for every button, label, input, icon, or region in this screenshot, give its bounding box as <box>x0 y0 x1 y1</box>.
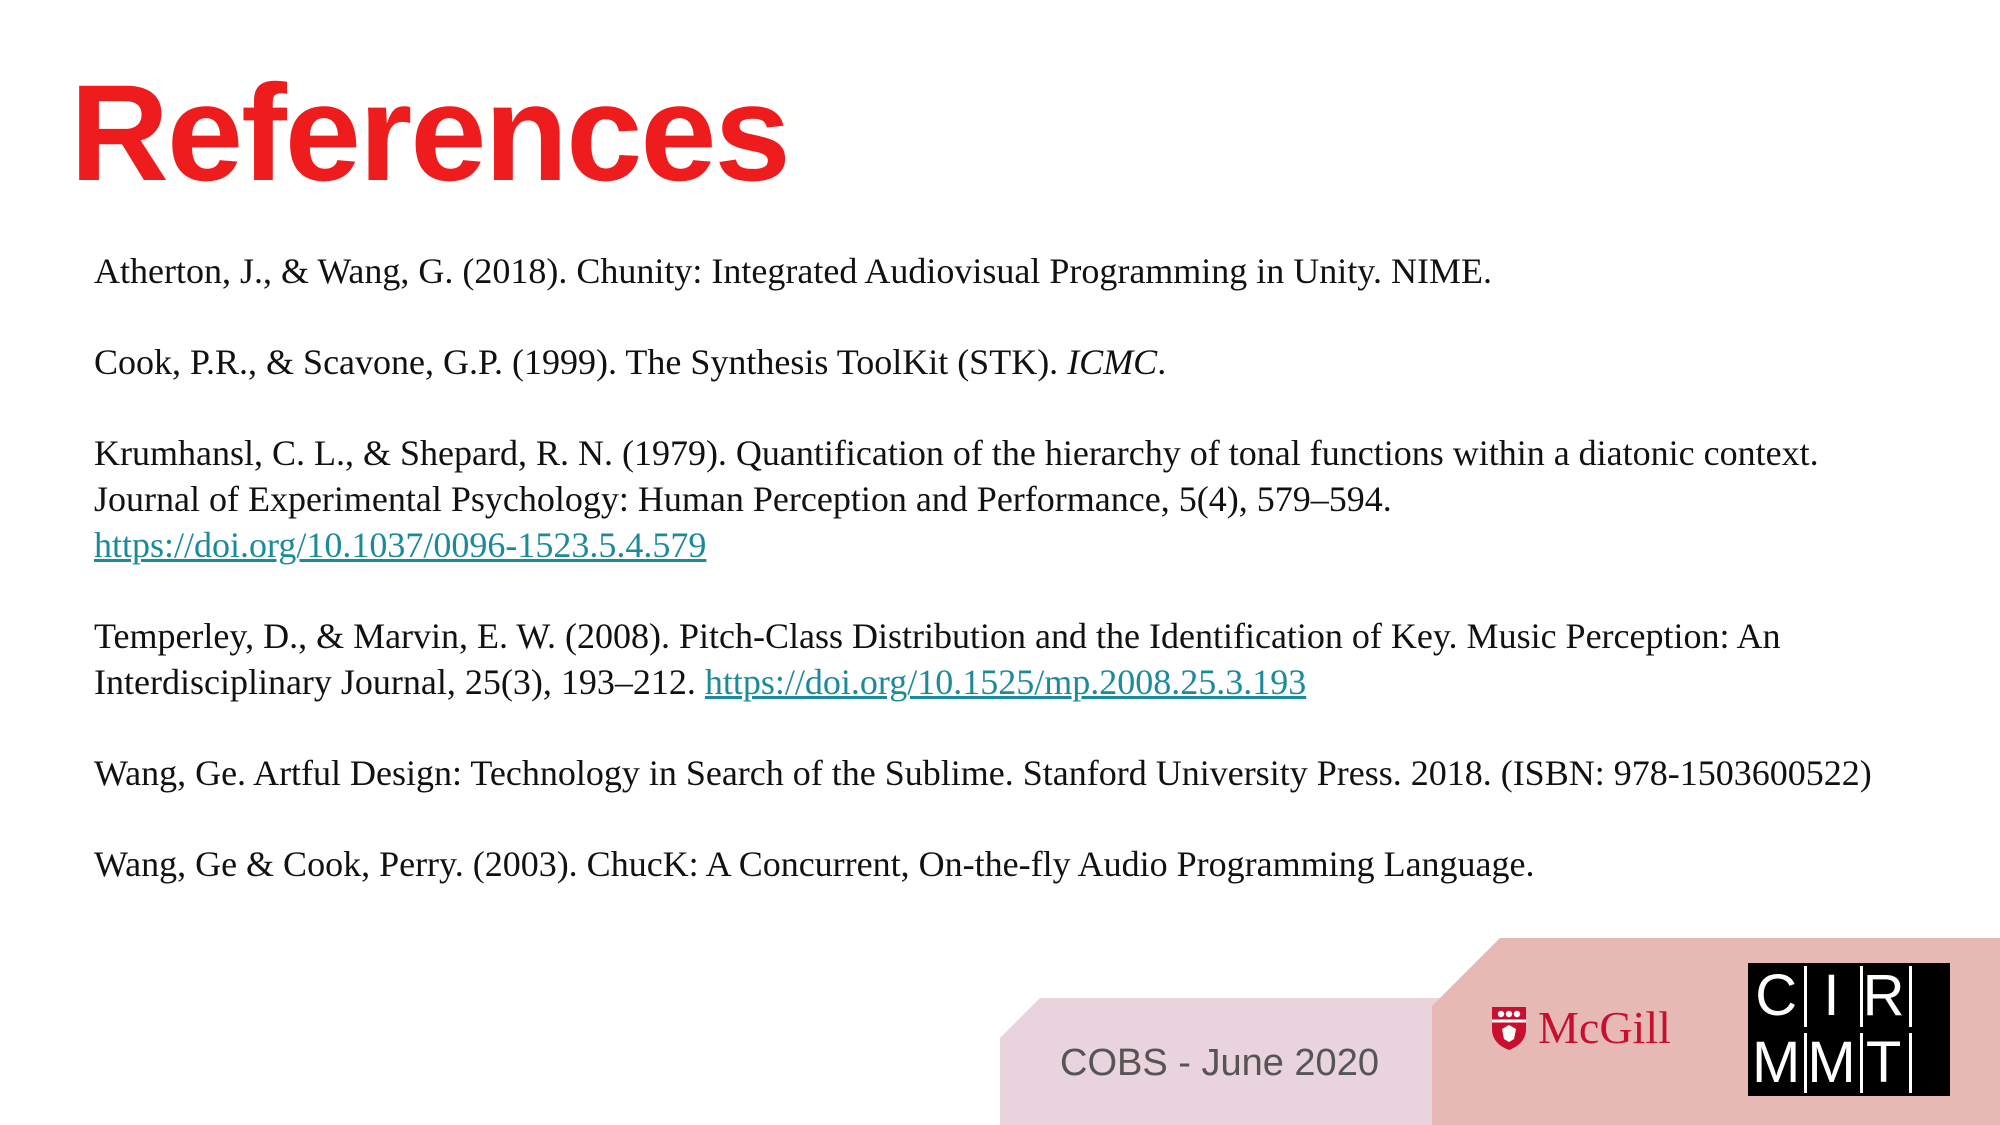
slide-title: References <box>70 57 789 210</box>
cirmmt-logo <box>1748 963 1950 1096</box>
doi-link[interactable]: https://doi.org/10.1525/mp.2008.25.3.193 <box>704 662 1307 702</box>
cirmmt-letter: C <box>1752 966 1800 1027</box>
reference-list <box>94 248 1914 932</box>
doi-link[interactable]: https://doi.org/10.1037/0096-1523.5.4.579 <box>94 525 707 565</box>
reference-text: Wang, Ge & Cook, Perry. (2003). ChucK: A Concurrent, On-the-fly Audio Programming Language. <box>94 844 1535 884</box>
reference-text-end: . <box>1157 342 1167 382</box>
cirmmt-letter: I <box>1804 966 1855 1027</box>
reference-item <box>94 339 1914 385</box>
cirmmt-letter: T <box>1860 1033 1905 1094</box>
mcgill-logo <box>1490 1003 1671 1053</box>
reference-text: Krumhansl, C. L., & Shepard, R. N. (1979). Quantification of the hierarchy of tonal functions within a diatonic context. Journal of Experimental Psychology: Human Perception and Performance, 5(4), 579–594. <box>94 433 1819 519</box>
cirmmt-letter <box>1909 1033 1946 1094</box>
cirmmt-letter: M <box>1804 1033 1855 1094</box>
reference-item <box>94 430 1914 568</box>
reference-item <box>94 613 1914 705</box>
reference-venue-italic: ICMC <box>1067 342 1158 382</box>
mcgill-crest-icon <box>1490 1005 1528 1051</box>
event-label: COBS - June 2020 <box>1060 1042 1379 1084</box>
reference-text: Cook, P.R., & Scavone, G.P. (1999). The Synthesis ToolKit (STK). <box>94 342 1068 382</box>
reference-item <box>94 750 1914 796</box>
reference-text: Atherton, J., & Wang, G. (2018). Chunity: Integrated Audiovisual Programming in Unity. NIME. <box>94 251 1492 291</box>
reference-text: Temperley, D., & Marvin, E. W. (2008). Pitch-Class Distribution and the Identification of Key. Music Perception: An Interdisciplinary Journal, 25(3), 193–212. <box>94 616 1781 702</box>
cirmmt-letter: M <box>1752 1029 1801 1095</box>
reference-item <box>94 248 1914 294</box>
reference-item <box>94 841 1914 887</box>
mcgill-wordmark: McGill <box>1538 1002 1671 1053</box>
reference-text: Wang, Ge. Artful Design: Technology in Search of the Sublime. Stanford University Press. 2018. (ISBN: 978-1503600522) <box>94 753 1872 793</box>
cirmmt-letter: R <box>1860 966 1905 1027</box>
cirmmt-letter <box>1909 966 1946 1027</box>
